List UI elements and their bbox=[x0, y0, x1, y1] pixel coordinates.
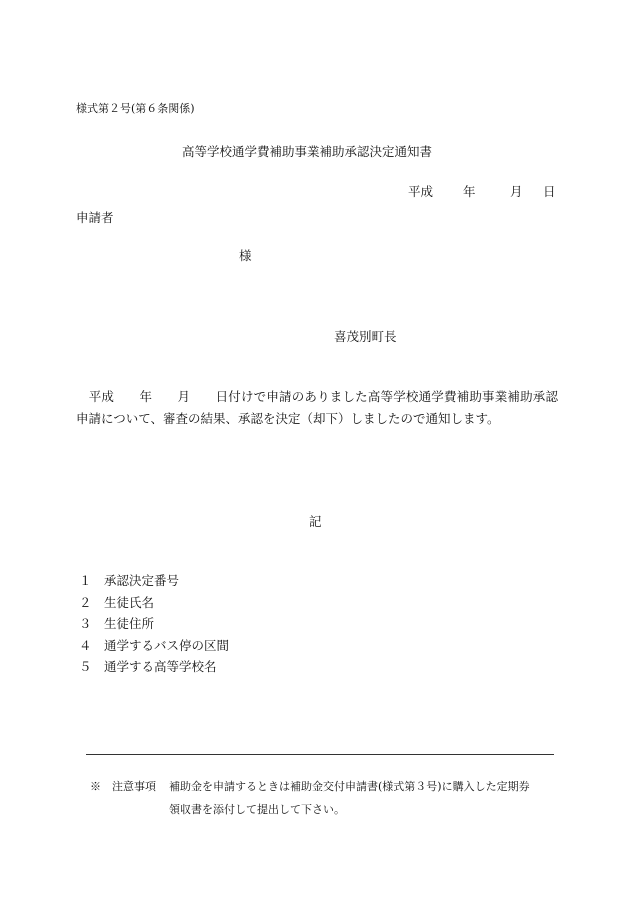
item-list bbox=[79, 570, 229, 678]
list-item bbox=[79, 635, 229, 657]
honorific-sama: 様 bbox=[239, 248, 252, 263]
applicant-label: 申請者 bbox=[76, 210, 114, 225]
date-era: 平成 bbox=[408, 184, 434, 199]
date-day: 日 bbox=[543, 184, 556, 199]
list-item bbox=[79, 592, 229, 614]
item-label: 通学するバス停の区間 bbox=[104, 637, 230, 653]
note-line-1: 補助金を申請するときは補助金交付申請書(様式第３号)に購入した定期券 bbox=[169, 780, 530, 793]
list-item bbox=[79, 656, 229, 678]
item-number: ２ bbox=[79, 594, 92, 610]
list-item bbox=[79, 613, 229, 635]
horizontal-divider bbox=[86, 754, 554, 755]
item-label: 承認決定番号 bbox=[104, 573, 180, 588]
item-number: ５ bbox=[79, 659, 92, 674]
item-label: 通学する高等学校名 bbox=[104, 659, 217, 674]
item-label: 生徒住所 bbox=[104, 616, 155, 631]
date-year: 年 bbox=[463, 184, 476, 199]
note-line-2: 領収書を添付して提出して下さい。 bbox=[169, 803, 345, 816]
list-item bbox=[79, 570, 229, 592]
note-label: ※ 注意事項 bbox=[90, 780, 156, 793]
item-number: ３ bbox=[79, 616, 92, 631]
item-label: 生徒氏名 bbox=[104, 594, 155, 610]
ki-heading: 記 bbox=[309, 514, 322, 529]
issuer-mayor: 喜茂別町長 bbox=[334, 329, 397, 344]
form-number: 様式第２号(第６条関係) bbox=[76, 102, 195, 115]
notice-body: 平成 年 月 日付けで申請のありました高等学校通学費補助事業補助承認申請について、審査の結果、承認を決定（却下）しましたので通知します。 bbox=[76, 389, 558, 426]
item-number: １ bbox=[79, 573, 92, 588]
item-number: ４ bbox=[79, 637, 92, 653]
document-title: 高等学校通学費補助事業補助承認決定通知書 bbox=[182, 144, 433, 159]
issue-date bbox=[0, 182, 630, 200]
date-month: 月 bbox=[510, 184, 523, 199]
